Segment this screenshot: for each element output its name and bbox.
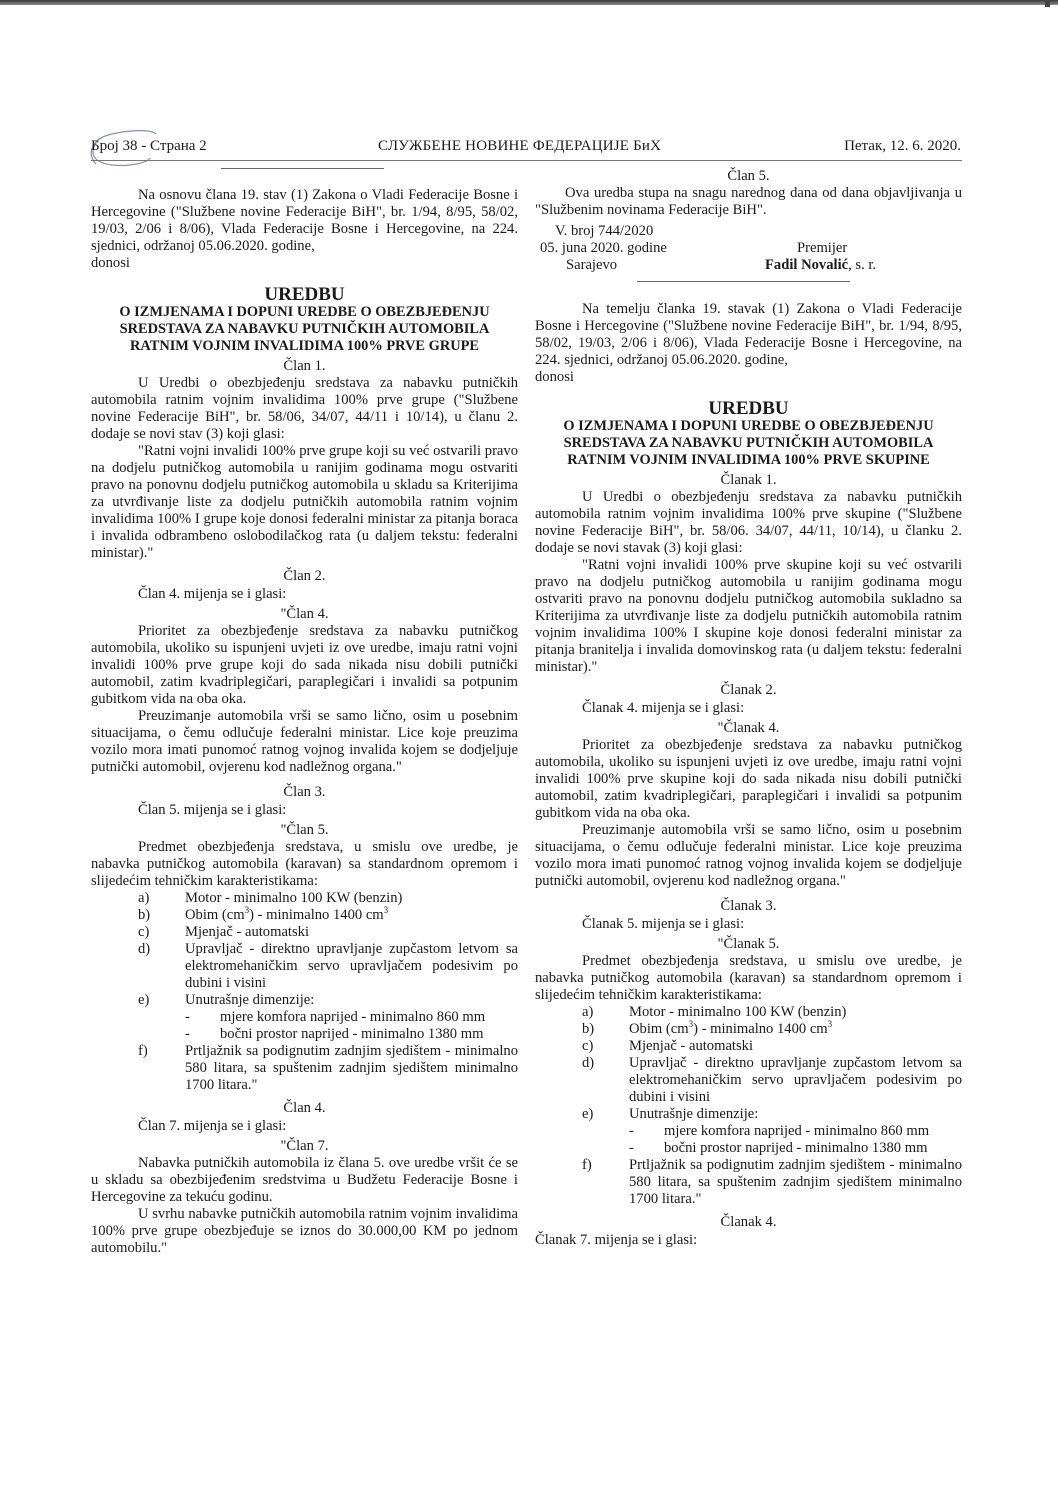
list-item: e) Unutrašnje dimenzije: [138,992,315,1008]
quoted-article-heading: "Članak 5. [717,936,780,952]
article-heading: Članak 3. [720,898,777,914]
signature-place: Sarajevo [566,257,618,273]
signature-block [535,223,962,283]
amend-intro: Član 5. mijenja se i glasi: [138,802,287,818]
spec-list [91,890,518,1094]
article-paragraph: Predmet obezbjeđenja sredstava, u smislu ove uredbe, je nabavka putničkog automobila (karavan) sa standardnom opremom i slijedećim tehničkim karakteristikama: [535,953,962,1003]
article-heading: Članak 1. [720,472,777,488]
right-column [535,168,962,1249]
reference-number: V. broj 744/2020 [555,223,654,239]
article-paragraph: Ova uredba stupa na snagu narednog dana od dana objavljivanja u "Službenim novinama Federacije BiH". [535,185,962,218]
article-heading: Članak 4. [720,1214,777,1230]
article-paragraph: Preuzimanje automobila vrši se samo lično, osim u posebnim situacijama, o čemu odlučuje federalni ministar. Lice koje preuzima vozilo mora imati punomoć ratnog vojnog invalida kojem se dodjeljuje putnički automobil, ovjerenu kod nadležnog organa." [91,708,518,775]
amend-intro: Članak 7. mijenja se i glasi: [535,1232,698,1248]
amend-intro: Član 7. mijenja se i glasi: [138,1118,287,1134]
page-header [91,138,961,158]
intro-paragraph: Na osnovu člana 19. stav (1) Zakona o Vladi Federacije Bosne i Hercegovine ("Službene novine Federacije BiH", br. 1/94, 8/95, 58/02, 19/03, 2/06 i 8/06), Vlada Federacije Bosne i Hercegovine, na 224. sjednici, održanoj 05.06.2020. godine, [91,187,518,254]
article-heading: Član 1. [283,358,326,374]
publication-date: Петак, 12. 6. 2020. [844,138,961,154]
list-item: a) Motor - minimalno 100 KW (benzin) [138,890,403,906]
article-heading: Član 5. [727,168,770,184]
article-paragraph: Predmet obezbjeđenja sredstava, u smislu ove uredbe, je nabavka putničkog automobila (karavan) sa standardnom opremom i slijedećim tehničkim karakteristikama: [91,839,518,889]
quoted-article-heading: "Član 4. [280,606,329,622]
spec-list [535,1004,962,1208]
list-item: d) Upravljač - direktno upravljanje zupčastom letvom sa elektromehaničkim servo upravljačem podesivim po dubini i visini [138,941,518,991]
signatory-title: Premijer [797,240,848,256]
article-paragraph: Nabavka putničkih automobila iz člana 5. ove uredbe vršit će se u skladu sa obezbijeđenim sredstvima u Budžetu Federacije Bosne i Hercegovine za tekuću godinu. [91,1155,518,1205]
left-column [91,168,518,1257]
article-paragraph: U Uredbi o obezbjeđenju sredstava za nabavku putničkih automobila ratnim vojnim invalidima 100% prve grupe ("Službene novine Federacije BiH", br. 58/06, 34/07, 44/11 i 10/14), u članu 2. dodaje se novi stav (3) koji glasi: [91,375,518,442]
signatory-name: Fadil Novalić, s. r. [765,257,877,273]
article-heading: Član 2. [283,568,326,584]
list-item: f) Prtljažnik sa podignutim zadnjim sjedištem - minimalno 580 litara, sa spuštenim zadnjim sjedištem minimalno 1700 litara." [582,1157,962,1207]
intro-paragraph: Na temelju članka 19. stavak (1) Zakona o Vladi Federacije Bosne i Hercegovine ("Službene novine Federacije BiH", br. 1/94, 8/95, 58/02, 19/03, 2/06 i 8/06), Vlada Federacije Bosne i Hercegovine, na 224. sjednici, održanoj 05.06.2020. godine, [535,301,962,368]
list-item: b) Obim $(cm^3)$ - minimalno 1400 $cm^3$ [138,905,389,923]
article-paragraph: U svrhu nabavke putničkih automobila ratnim vojnim invalidima 100% prve grupe obezbjeđuje se iznos do 30.000,00 KM po jednom automobilu." [91,1206,518,1256]
scan-top-edge [0,0,1058,5]
decree-subtitle: O IZMJENAMA I DOPUNI UREDBE O OBEZBJEĐENJU SREDSTAVA ZA NABAVKU PUTNIČKIH AUTOMOBILA RATNIM VOJNIM INVALIDIMA 100% PRVE SKUPINE [563,418,934,468]
list-item: a) Motor - minimalno 100 KW (benzin) [582,1004,847,1020]
article-heading: Član 4. [283,1100,326,1116]
quoted-article-heading: "Član 7. [280,1138,329,1154]
signature-date: 05. juna 2020. godine [540,240,667,256]
decree-title: UREDBU [264,284,345,305]
list-item: e) Unutrašnje dimenzije: [582,1106,759,1122]
list-item: c) Mjenjač - automatski [582,1038,754,1054]
amend-intro: Član 4. mijenja se i glasi: [138,586,287,602]
sub-list-item: - mjere komfora naprijed - minimalno 860 mm [185,1009,486,1025]
list-item: c) Mjenjač - automatski [138,924,310,940]
article-paragraph: U Uredbi o obezbjeđenju sredstava za nabavku putničkih automobila ratnim vojnim invalidima 100% prve skupine ("Službene novine Federacije BiH", br. 58/06. 34/07, 44/11, 10/14), u članku 2. dodaje se novi stavak (3) koji glasi: [535,489,962,556]
intro-end: donosi [535,369,574,385]
article-paragraph: "Ratni vojni invalidi 100% prve skupine koji su već ostvarili pravo na dodjelu putničkog automobila u ranijim godinama mogu ostvariti pravo na ponovnu dodjelu putničkog automobila sukladno sa Kriterijima za utvrđivanje liste za dodjelu putničkih automobila ratnim vojnim invalidima 100% I skupine koje donosi federalni ministar za pitanja branitelja i invalida domovinskog rata (u daljem tekstu: federalni ministar)." [535,557,962,675]
article-paragraph: Prioritet za obezbjeđenje sredstava za nabavku putničkog automobila, ukoliko su ispunjeni uvjeti iz ove uredbe, imaju ratni vojni invalidi 100% prve skupine koji do sada nikada nisu dobili putnički automobil, zatim kvadriplegičari, paraplegičari i invalidi sa potpunim gubitkom vida na oba oka. [535,737,962,821]
article-paragraph: "Ratni vojni invalidi 100% prve grupe koji su već ostvarili pravo na dodjelu putničkog automobila u ranijim godinama mogu ostvariti pravo na ponovnu dodjelu putničkog automobila u skladu sa Kriterijima za utvrđivanje liste za dodjelu putničkih automobila ratnim vojnim invalidima 100% I grupe koje donosi federalni ministar za pitanja boraca i invalida odbrambeno oslobodilačkog rata (u daljem tekstu: federalni ministar)." [91,443,518,561]
scan-corner-mark [1045,0,1050,7]
sub-list-item: - bočni prostor naprijed - minimalno 1380 mm [185,1026,484,1042]
sub-list-item: - bočni prostor naprijed - minimalno 1380 mm [629,1140,928,1156]
issue-page-number: Број 38 - Страна 2 [91,138,207,154]
amend-intro: Članak 4. mijenja se i glasi: [582,700,745,716]
article-paragraph: Preuzimanje automobila vrši se samo lično, osim u posebnim situacijama, o čemu odlučuje federalni ministar. Lice koje preuzima vozilo mora imati punomoć ratnog vojnog invalida kojem se dodjeljuje putnički automobil, ovjerenu kod nadležnog organa." [535,822,962,889]
list-item: b) Obim $(cm^3)$ - minimalno 1400 $cm^3$ [582,1019,833,1037]
quoted-article-heading: "Članak 4. [717,720,780,736]
article-heading: Član 3. [283,784,326,800]
section-rule [221,168,384,169]
header-rule [91,160,962,161]
publication-title: СЛУЖБЕНЕ НОВИНЕ ФЕДЕРАЦИЈЕ БиХ [378,138,662,154]
decree-title: UREDBU [708,398,789,419]
amend-intro: Članak 5. mijenja se i glasi: [582,916,745,932]
list-item: f) Prtljažnik sa podignutim zadnjim sjedištem - minimalno 580 litara, sa spuštenim zadnjim sjedištem minimalno 1700 litara." [138,1043,518,1093]
quoted-article-heading: "Član 5. [280,822,329,838]
intro-end: donosi [91,255,130,271]
list-item: d) Upravljač - direktno upravljanje zupčastom letvom sa elektromehaničkim servo upravljačem podesivim po dubini i visini [582,1055,962,1105]
sub-list-item: - mjere komfora naprijed - minimalno 860 mm [629,1123,930,1139]
article-paragraph: Prioritet za obezbjeđenje sredstava za nabavku putničkog automobila, ukoliko su ispunjeni uvjeti iz ove uredbe, imaju ratni vojni invalidi 100% prve grupe koji do sada nikada nisu dobili putnički automobil, zatim kvadriplegičari, paraplegičari i invalidi sa potpunim gubitkom vida na oba oka. [91,623,518,707]
article-heading: Članak 2. [720,682,777,698]
decree-subtitle: O IZMJENAMA I DOPUNI UREDBE O OBEZBJEĐENJU SREDSTAVA ZA NABAVKU PUTNIČKIH AUTOMOBILA RATNIM VOJNIM INVALIDIMA 100% PRVE GRUPE [119,304,490,354]
